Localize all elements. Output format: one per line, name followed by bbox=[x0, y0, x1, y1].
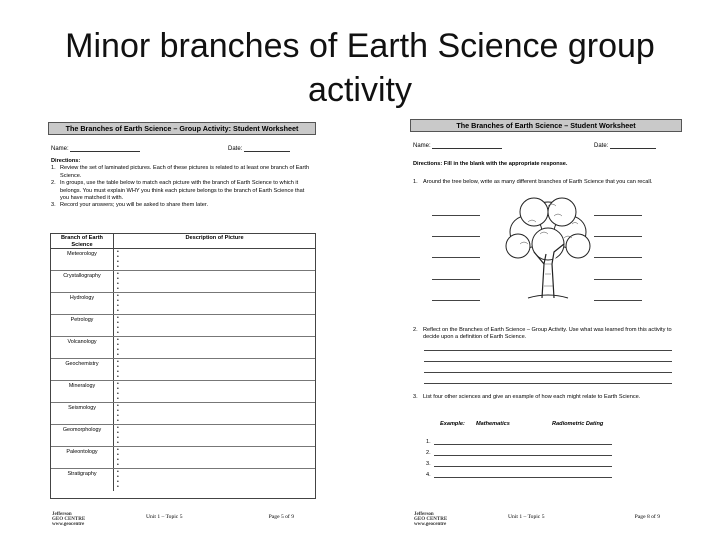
bullet-point: • bbox=[117, 462, 119, 468]
branch-name: Meteorology bbox=[51, 249, 114, 270]
bullet-point: • bbox=[117, 447, 119, 453]
branch-name: Petrology bbox=[51, 315, 114, 336]
bullet-point: • bbox=[117, 386, 119, 392]
description-cell[interactable] bbox=[114, 469, 315, 491]
direction-item: 2. In groups, use the table below to match each picture with the branch of Earth Science to which it belongs. You must explain WHY you think each picture belongs to the branch of Earth Science that you have matched it with. bbox=[51, 180, 305, 202]
tree-illustration bbox=[498, 194, 598, 299]
bullet-point: • bbox=[117, 391, 119, 397]
bullet-point: • bbox=[117, 413, 119, 419]
bullet-point: • bbox=[117, 352, 119, 358]
description-cell[interactable] bbox=[114, 403, 315, 424]
answer-blank[interactable] bbox=[432, 300, 480, 301]
geo-centre-logo: Jefferson GEO CENTRE www.geocentre bbox=[414, 512, 448, 527]
direction-item: 1. Review the set of laminated pictures. Each of these pictures is related to at least one branch of Earth Science. bbox=[51, 165, 310, 179]
table-row bbox=[51, 293, 315, 315]
table-row bbox=[51, 337, 315, 359]
bullet-point: • bbox=[117, 474, 119, 480]
page-number: Page 8 of 9 bbox=[634, 514, 660, 520]
table-row bbox=[51, 381, 315, 403]
directions-title: Directions: bbox=[51, 158, 81, 164]
example-relation: Radiometric Dating bbox=[552, 421, 604, 427]
branch-name: Paleontology bbox=[51, 447, 114, 468]
description-cell[interactable] bbox=[114, 359, 315, 380]
table-row bbox=[51, 271, 315, 293]
answer-line[interactable] bbox=[424, 383, 672, 384]
date-field: Date: bbox=[594, 142, 656, 149]
unit-label: Unit 1 – Topic 5 bbox=[508, 514, 545, 520]
table-body bbox=[51, 249, 315, 491]
bullet-point: • bbox=[117, 249, 119, 255]
bullet-point: • bbox=[117, 425, 119, 431]
branch-name: Seismology bbox=[51, 403, 114, 424]
description-cell[interactable] bbox=[114, 337, 315, 358]
bullet-point: • bbox=[117, 440, 119, 446]
description-cell[interactable] bbox=[114, 425, 315, 446]
name-field: Name: bbox=[51, 145, 140, 152]
answer-blank[interactable] bbox=[594, 279, 642, 280]
bullet-point: • bbox=[117, 259, 119, 265]
branch-column-header: Branch of Earth Science bbox=[51, 234, 114, 248]
table-row bbox=[51, 315, 315, 337]
slide-title-line-1: Minor branches of Earth Science group bbox=[65, 27, 655, 65]
description-column-header: Description of Picture bbox=[185, 235, 244, 241]
direction-item: 3. Record your answers; you will be asked to share them later. bbox=[51, 202, 208, 209]
table-header bbox=[51, 234, 315, 249]
bullet-point: • bbox=[117, 374, 119, 380]
list-line[interactable]: 2. bbox=[426, 450, 612, 456]
group-activity-worksheet bbox=[48, 122, 316, 527]
bullet-point: • bbox=[117, 403, 119, 409]
date-field: Date: bbox=[228, 145, 290, 152]
description-cell[interactable] bbox=[114, 315, 315, 336]
description-cell[interactable] bbox=[114, 249, 315, 270]
answer-blank[interactable] bbox=[594, 300, 642, 301]
bullet-point: • bbox=[117, 298, 119, 304]
bullet-point: • bbox=[117, 320, 119, 326]
geo-centre-logo: Jefferson GEO CENTRE www.geocentre bbox=[52, 512, 86, 527]
bullet-point: • bbox=[117, 264, 119, 270]
bullet-point: • bbox=[117, 484, 119, 490]
table-row bbox=[51, 403, 315, 425]
slide-title-line-2: activity bbox=[308, 71, 412, 109]
question-2: 2. Reflect on the Branches of Earth Science – Group Activity. Use what was learned from this activity to decide upon a definition of Earth Science. bbox=[413, 327, 672, 341]
bullet-point: • bbox=[117, 276, 119, 282]
bullet-point: • bbox=[117, 325, 119, 331]
branch-name: Mineralogy bbox=[51, 381, 114, 402]
bullet-point: • bbox=[117, 254, 119, 260]
answer-line[interactable] bbox=[424, 361, 672, 362]
bullet-point: • bbox=[117, 347, 119, 353]
description-cell[interactable] bbox=[114, 447, 315, 468]
branches-table bbox=[50, 233, 316, 499]
table-row bbox=[51, 469, 315, 491]
name-date-row bbox=[410, 139, 682, 153]
question-1: 1. Around the tree below, write as many different branches of Earth Science that you can recall. bbox=[413, 179, 653, 185]
bullet-point: • bbox=[117, 364, 119, 370]
bullet-point: • bbox=[117, 271, 119, 277]
list-line[interactable]: 4. bbox=[426, 472, 612, 478]
description-cell[interactable] bbox=[114, 381, 315, 402]
bullet-point: • bbox=[117, 430, 119, 436]
answer-line[interactable] bbox=[424, 350, 672, 351]
answer-blank[interactable] bbox=[432, 257, 480, 258]
worksheet-header: The Branches of Earth Science – Group Activity: Student Worksheet bbox=[48, 122, 316, 135]
page-number: Page 5 of 9 bbox=[268, 514, 294, 520]
bullet-point: • bbox=[117, 452, 119, 458]
worksheet-footer bbox=[48, 510, 316, 527]
table-row bbox=[51, 249, 315, 271]
answer-blank[interactable] bbox=[432, 279, 480, 280]
bullet-point: • bbox=[117, 293, 119, 299]
bullet-point: • bbox=[117, 469, 119, 475]
bullet-point: • bbox=[117, 408, 119, 414]
bullet-point: • bbox=[117, 369, 119, 375]
example-science: Mathematics bbox=[476, 421, 510, 427]
bullet-point: • bbox=[117, 435, 119, 441]
bullet-point: • bbox=[117, 281, 119, 287]
table-row bbox=[51, 447, 315, 469]
directions-text: Directions: Fill in the blank with the appropriate response. bbox=[413, 161, 568, 167]
bullet-point: • bbox=[117, 308, 119, 314]
branch-name: Stratigraphy bbox=[51, 469, 114, 491]
bullet-point: • bbox=[117, 381, 119, 387]
example-label: Example: bbox=[440, 421, 465, 427]
name-date-row bbox=[48, 142, 316, 156]
answer-blank[interactable] bbox=[594, 257, 642, 258]
student-worksheet bbox=[410, 119, 682, 527]
description-cell[interactable] bbox=[114, 271, 315, 292]
bullet-point: • bbox=[117, 342, 119, 348]
worksheet-footer bbox=[410, 510, 682, 527]
branch-name: Crystallography bbox=[51, 271, 114, 292]
description-cell[interactable] bbox=[114, 293, 315, 314]
list-line[interactable]: 1. bbox=[426, 439, 612, 445]
worksheet-header: The Branches of Earth Science – Student Worksheet bbox=[410, 119, 682, 132]
bullet-point: • bbox=[117, 479, 119, 485]
question-3: 3. List four other sciences and give an example of how each might relate to Earth Science. bbox=[413, 394, 641, 400]
bullet-point: • bbox=[117, 396, 119, 402]
list-line[interactable]: 3. bbox=[426, 461, 612, 467]
answer-blank[interactable] bbox=[594, 236, 642, 237]
answer-blank[interactable] bbox=[594, 215, 642, 216]
bullet-point: • bbox=[117, 418, 119, 424]
branch-name: Geochemistry bbox=[51, 359, 114, 380]
branch-name: Hydrology bbox=[51, 293, 114, 314]
directions-block bbox=[48, 156, 316, 210]
answer-blank[interactable] bbox=[432, 236, 480, 237]
bullet-point: • bbox=[117, 330, 119, 336]
table-row bbox=[51, 359, 315, 381]
bullet-point: • bbox=[117, 286, 119, 292]
bullet-point: • bbox=[117, 359, 119, 365]
branch-name: Volcanology bbox=[51, 337, 114, 358]
answer-blank[interactable] bbox=[432, 215, 480, 216]
answer-line[interactable] bbox=[424, 372, 672, 373]
slide-title bbox=[0, 24, 720, 112]
bullet-point: • bbox=[117, 457, 119, 463]
branch-name: Geomorphology bbox=[51, 425, 114, 446]
bullet-point: • bbox=[117, 315, 119, 321]
unit-label: Unit 1 – Topic 5 bbox=[146, 514, 183, 520]
bullet-point: • bbox=[117, 337, 119, 343]
name-field: Name: bbox=[413, 142, 502, 149]
table-row bbox=[51, 425, 315, 447]
bullet-point: • bbox=[117, 303, 119, 309]
